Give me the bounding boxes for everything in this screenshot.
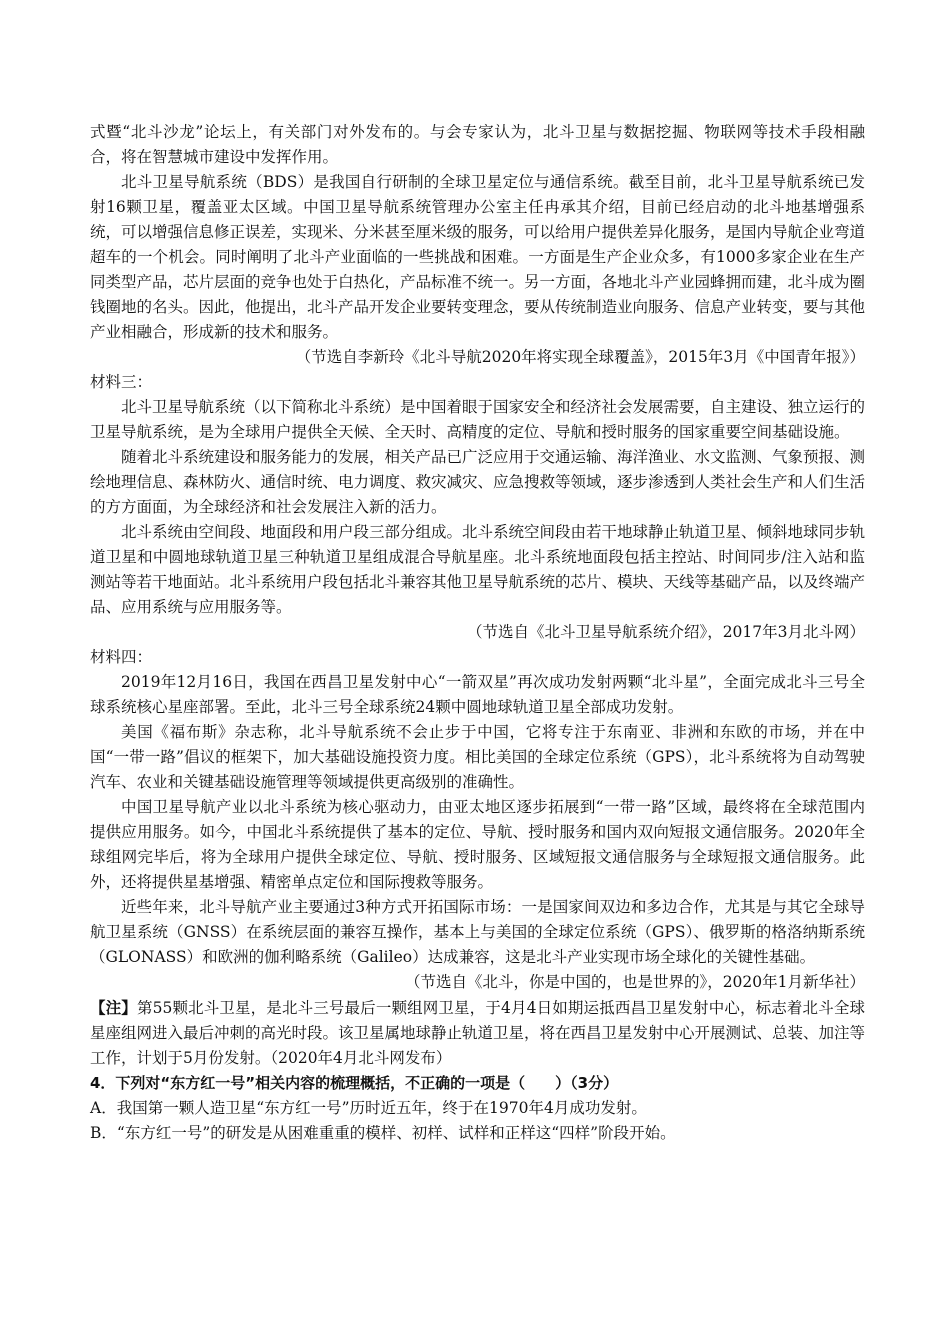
material-4-heading: 材料四： <box>90 648 153 666</box>
material-4-paragraph-2: 美国《福布斯》杂志称，北斗导航系统不会止步于中国，它将专注于东南亚、非洲和东欧的市场，并在中国“一带一路”倡议的框架下，加大基础设施投资力度。相比美国的全球定位系统（GPS），北斗系统将为自动驾驶汽车、农业和关键基础设施管理等领域提供更高级别的准确性。 <box>90 723 865 791</box>
material-4-paragraph-4: 近些年来，北斗导航产业主要通过3种方式开拓国际市场：一是国家间双边和多边合作，尤其是与其它全球导航卫星系统（GNSS）在系统层面的兼容互操作，基本上与美国的全球定位系统（GPS）、俄罗斯的格洛纳斯系统（GLONASS）和欧洲的伽利略系统（Galileo）达成兼容，这是北斗产业实现市场全球化的关键性基础。 <box>90 898 865 966</box>
note-text: 第55颗北斗卫星，是北斗三号最后一颗组网卫星，于4月4日如期运抵西昌卫星发射中心，标志着北斗全球星座组网进入最后冲刺的高光时段。该卫星属地球静止轨道卫星，将在西昌卫星发射中心开展测试、总装、加注等工作，计划于5月份发射。（2020年4月北斗网发布） <box>90 999 866 1067</box>
note-paragraph <box>90 995 865 1071</box>
note-tag: 【注】 <box>90 998 137 1017</box>
material-4-paragraph-3: 中国卫星导航产业以北斗系统为核心驱动力，由亚太地区逐步拓展到“一带一路”区域，最终将在全球范围内提供应用服务。如今，中国北斗系统提供了基本的定位、导航、授时服务和国内双向短报文通信服务。2020年全球组网完毕后，将为全球用户提供全球定位、导航、授时服务、区域短报文通信服务与全球短报文通信服务。此外，还将提供星基增强、精密单点定位和国际搜救等服务。 <box>90 798 865 891</box>
option-a: A．我国第一颗人造卫星“东方红一号”历时近五年，终于在1970年4月成功发射。 <box>90 1099 647 1117</box>
option-b: B．“东方红一号”的研发是从困难重重的模样、初样、试样和正样这“四样”阶段开始。 <box>90 1124 676 1142</box>
question-4: 4．下列对“东方红一号”相关内容的梳理概括，不正确的一项是（ ）（3分） <box>90 1074 619 1092</box>
material-3-paragraph-1: 北斗卫星导航系统（以下简称北斗系统）是中国着眼于国家安全和经济社会发展需要，自主建设、独立运行的卫星导航系统，是为全球用户提供全天候、全天时、高精度的定位、导航和授时服务的国家重要空间基础设施。 <box>90 398 866 441</box>
source-citation-4: （节选自《北斗，你是中国的，也是世界的》，2020年1月新华社） <box>404 973 865 991</box>
material-3-paragraph-2: 随着北斗系统建设和服务能力的发展，相关产品已广泛应用于交通运输、海洋渔业、水文监测、气象预报、测绘地理信息、森林防火、通信时统、电力调度、救灾减灾、应急搜救等领域，逐步渗透到人类社会生产和人们生活的方方面面，为全球经济和社会发展注入新的活力。 <box>90 448 866 516</box>
bds-paragraph: 北斗卫星导航系统（BDS）是我国自行研制的全球卫星定位与通信系统。截至目前，北斗卫星导航系统已发射16颗卫星，覆盖亚太区域。中国卫星导航系统管理办公室主任冉承其介绍，目前已经启动的北斗地基增强系统，可以增强信息修正误差，实现米、分米甚至厘米级的服务，可以给用户提供差异化服务，是国内导航企业弯道超车的一个机会。同时阐明了北斗产业面临的一些挑战和困难。一方面是生产企业众多，有1000多家企业在生产同类型产品，芯片层面的竞争也处于白热化，产品标准不统一。另一方面，各地北斗产业园蜂拥而建，北斗成为圈钱圈地的名头。因此，他提出，北斗产品开发企业要转变理念，要从传统制造业向服务、信息产业转变，要与其他产业相融合，形成新的技术和服务。 <box>90 173 866 341</box>
source-citation-3: （节选自《北斗卫星导航系统介绍》，2017年3月北斗网） <box>466 623 865 641</box>
material-3-paragraph-3: 北斗系统由空间段、地面段和用户段三部分组成。北斗系统空间段由若干地球静止轨道卫星、倾斜地球同步轨道卫星和中圆地球轨道卫星三种轨道卫星组成混合导航星座。北斗系统地面段包括主控站、时间同步/注入站和监测站等若干地面站。北斗系统用户段包括北斗兼容其他卫星导航系统的芯片、模块、天线等基础产品，以及终端产品、应用系统与应用服务等。 <box>90 523 866 616</box>
material-4-paragraph-1: 2019年12月16日，我国在西昌卫星发射中心“一箭双星”再次成功发射两颗“北斗星”，全面完成北斗三号全球系统核心星座部署。至此，北斗三号全球系统24颗中圆地球轨道卫星全部成功发射。 <box>90 673 865 716</box>
source-citation-2: （节选自李新玲《北斗导航2020年将实现全球覆盖》，2015年3月《中国青年报》） <box>295 348 865 366</box>
intro-paragraph: 式暨“北斗沙龙”论坛上，有关部门对外发布的。与会专家认为，北斗卫星与数据挖掘、物联网等技术手段相融合，将在智慧城市建设中发挥作用。 <box>90 123 865 166</box>
material-3-heading: 材料三： <box>90 373 153 391</box>
document-page <box>90 120 865 1146</box>
